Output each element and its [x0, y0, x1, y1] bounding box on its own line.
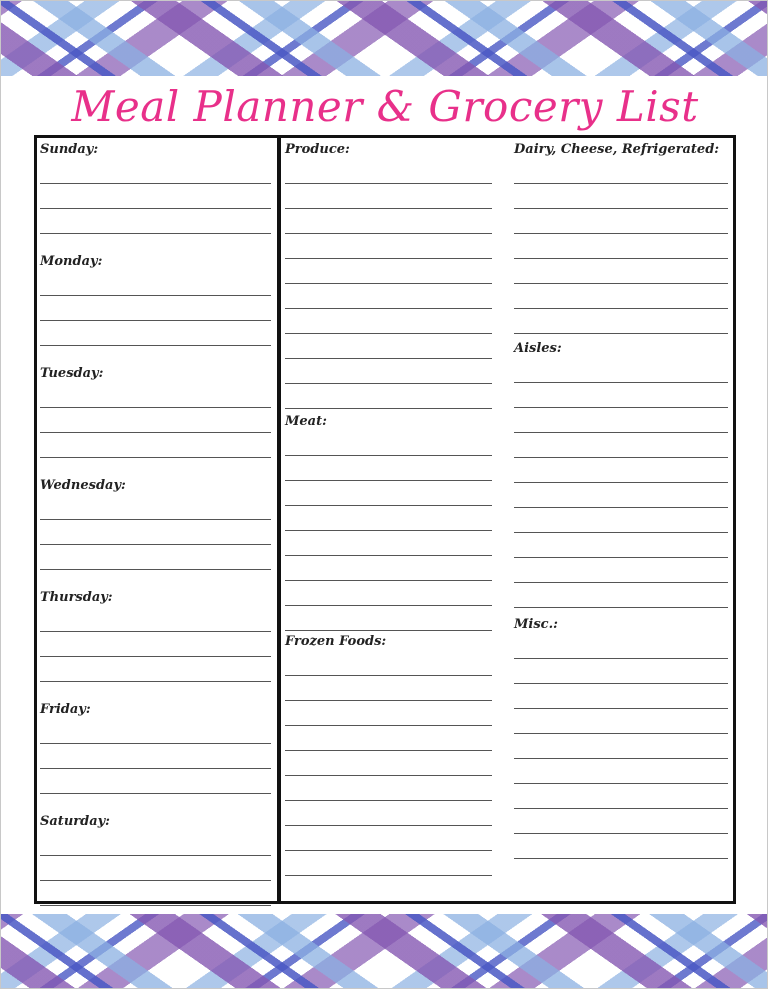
write-line[interactable]	[285, 209, 492, 234]
dairy-aisles-misc-column	[514, 141, 728, 859]
write-line[interactable]	[40, 607, 271, 632]
write-line[interactable]	[285, 556, 492, 581]
write-line[interactable]	[285, 284, 492, 309]
section-label: Aisles:	[514, 341, 562, 356]
day-label: Sunday:	[40, 142, 99, 157]
write-line[interactable]	[514, 408, 728, 433]
write-line[interactable]	[285, 776, 492, 801]
write-line[interactable]	[40, 856, 271, 881]
write-line[interactable]	[514, 284, 728, 309]
write-line[interactable]	[40, 520, 271, 545]
write-line[interactable]	[285, 531, 492, 556]
write-line[interactable]	[285, 334, 492, 359]
column-divider	[277, 135, 281, 904]
write-line[interactable]	[285, 234, 492, 259]
write-line[interactable]	[40, 657, 271, 682]
write-line[interactable]	[514, 734, 728, 759]
day-label: Saturday:	[40, 814, 110, 829]
write-line[interactable]	[514, 834, 728, 859]
write-line[interactable]	[40, 719, 271, 744]
section-label: Produce:	[285, 142, 350, 157]
write-line[interactable]	[514, 759, 728, 784]
write-line[interactable]	[40, 831, 271, 856]
write-line[interactable]	[40, 383, 271, 408]
produce-meat-frozen-column	[285, 141, 492, 876]
write-line[interactable]	[514, 809, 728, 834]
write-line[interactable]	[40, 632, 271, 657]
write-line[interactable]	[40, 495, 271, 520]
plaid-footer-banner	[1, 914, 768, 989]
plaid-header-banner	[1, 1, 768, 76]
write-line[interactable]	[285, 259, 492, 284]
section-meat	[285, 413, 492, 631]
write-line[interactable]	[40, 209, 271, 234]
write-line[interactable]	[514, 433, 728, 458]
write-line[interactable]	[40, 159, 271, 184]
write-line[interactable]	[514, 508, 728, 533]
day-block-saturday	[40, 813, 271, 923]
day-block-sunday	[40, 141, 271, 251]
write-line[interactable]	[285, 431, 492, 456]
write-line[interactable]	[514, 558, 728, 583]
write-line[interactable]	[514, 234, 728, 259]
write-line[interactable]	[514, 259, 728, 284]
write-line[interactable]	[514, 309, 728, 334]
day-block-monday	[40, 253, 271, 363]
write-line[interactable]	[285, 851, 492, 876]
write-line[interactable]	[40, 184, 271, 209]
write-line[interactable]	[285, 506, 492, 531]
write-line[interactable]	[40, 271, 271, 296]
section-label: Misc.:	[514, 617, 558, 632]
write-line[interactable]	[514, 358, 728, 383]
write-line[interactable]	[514, 709, 728, 734]
write-line[interactable]	[514, 583, 728, 608]
write-line[interactable]	[285, 726, 492, 751]
section-label: Frozen Foods:	[285, 634, 387, 649]
write-line[interactable]	[40, 769, 271, 794]
write-line[interactable]	[285, 359, 492, 384]
write-line[interactable]	[514, 659, 728, 684]
write-line[interactable]	[285, 606, 492, 631]
write-line[interactable]	[514, 634, 728, 659]
day-block-thursday	[40, 589, 271, 699]
write-line[interactable]	[40, 408, 271, 433]
write-line[interactable]	[285, 651, 492, 676]
write-line[interactable]	[285, 481, 492, 506]
write-line[interactable]	[514, 159, 728, 184]
write-line[interactable]	[514, 533, 728, 558]
section-label: Meat:	[285, 414, 327, 429]
section-aisles	[514, 340, 728, 608]
write-line[interactable]	[285, 826, 492, 851]
write-line[interactable]	[285, 456, 492, 481]
day-label: Thursday:	[40, 590, 113, 605]
write-line[interactable]	[514, 684, 728, 709]
write-line[interactable]	[285, 184, 492, 209]
page-title: Meal Planner & Grocery List	[71, 82, 699, 131]
write-line[interactable]	[40, 296, 271, 321]
write-line[interactable]	[40, 433, 271, 458]
write-line[interactable]	[514, 483, 728, 508]
write-line[interactable]	[285, 159, 492, 184]
day-block-tuesday	[40, 365, 271, 475]
day-label: Monday:	[40, 254, 103, 269]
write-line[interactable]	[285, 676, 492, 701]
day-label: Friday:	[40, 702, 91, 717]
write-line[interactable]	[285, 309, 492, 334]
day-block-wednesday	[40, 477, 271, 587]
write-line[interactable]	[40, 321, 271, 346]
write-line[interactable]	[285, 801, 492, 826]
section-label: Dairy, Cheese, Refrigerated:	[514, 142, 720, 157]
write-line[interactable]	[285, 384, 492, 409]
write-line[interactable]	[285, 751, 492, 776]
write-line[interactable]	[40, 744, 271, 769]
write-line[interactable]	[514, 458, 728, 483]
days-column	[40, 139, 271, 923]
section-dairy	[514, 141, 728, 334]
write-line[interactable]	[40, 545, 271, 570]
write-line[interactable]	[514, 184, 728, 209]
write-line[interactable]	[40, 881, 271, 906]
write-line[interactable]	[514, 784, 728, 809]
day-label: Tuesday:	[40, 366, 104, 381]
section-misc	[514, 616, 728, 859]
section-produce	[285, 141, 492, 409]
day-block-friday	[40, 701, 271, 811]
section-frozen-foods	[285, 633, 492, 876]
write-line[interactable]	[514, 209, 728, 234]
day-label: Wednesday:	[40, 478, 126, 493]
write-line[interactable]	[514, 383, 728, 408]
write-line[interactable]	[285, 701, 492, 726]
write-line[interactable]	[285, 581, 492, 606]
